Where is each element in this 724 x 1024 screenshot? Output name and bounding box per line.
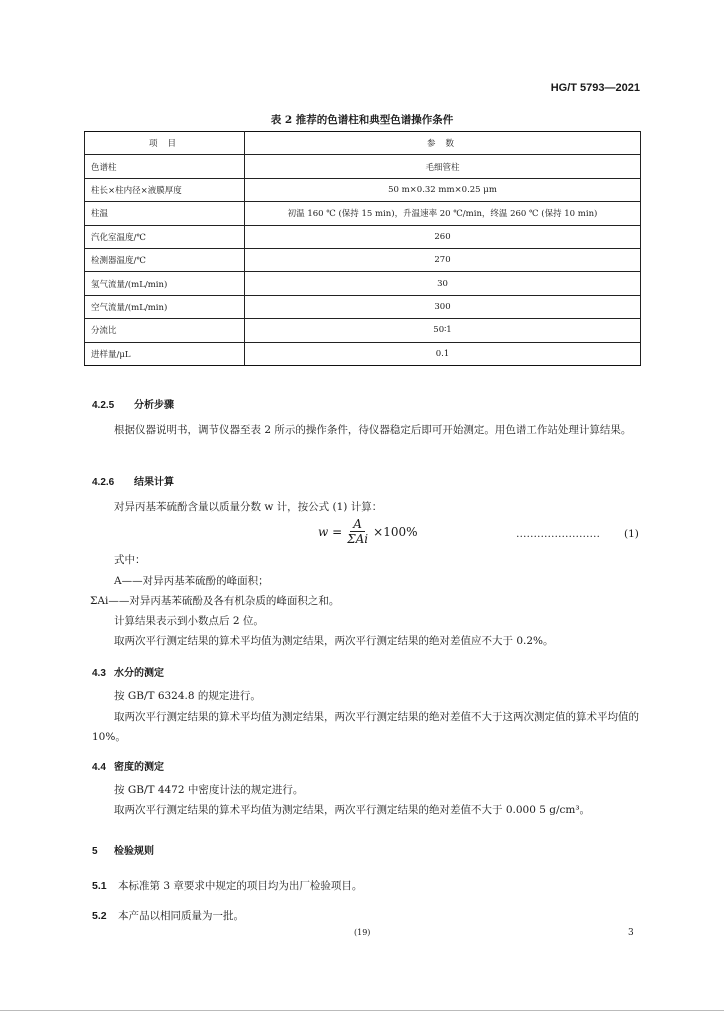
table-row xyxy=(85,248,641,271)
formula-fraction xyxy=(344,517,371,546)
row-value: 260 xyxy=(245,225,641,248)
formula-denominator: ΣAi xyxy=(347,532,369,546)
paragraph: 取两次平行测定结果的算术平均值为测定结果，两次平行测定结果的绝对差值不大于这两次测定值的算术平均值的 10%。 xyxy=(92,711,639,743)
section-title: 水分的测定 xyxy=(114,668,164,679)
formula-lhs: w = xyxy=(318,524,343,539)
table-row xyxy=(85,202,641,225)
table-row xyxy=(85,225,641,248)
section-title: 分析步骤 xyxy=(134,400,174,411)
section-heading xyxy=(92,664,164,679)
variable-definition: ΣAi——对异丙基苯硫酚及各有机杂质的峰面积之和。 xyxy=(90,595,340,607)
row-value: 50 m×0.32 mm×0.25 μm xyxy=(245,178,641,201)
text-line: 按 GB/T 6324.8 的规定进行。 xyxy=(114,690,261,702)
row-value: 30 xyxy=(245,272,641,295)
row-label: 氢气流量/(mL/min) xyxy=(85,272,245,295)
row-label: 空气流量/(mL/min) xyxy=(85,295,245,318)
section-number: 4.2.5 xyxy=(92,400,115,411)
table-row xyxy=(85,155,641,178)
text-line: 取两次平行测定结果的算术平均值为测定结果，两次平行测定结果的绝对差值应不大于 0.2%。 xyxy=(114,635,554,647)
section-number: 5 xyxy=(92,846,98,857)
paragraph: 对异丙基苯硫酚含量以质量分数 w 计，按公式 (1) 计算： xyxy=(114,501,383,513)
clause xyxy=(92,878,362,893)
table-row xyxy=(85,272,641,295)
table-title: 表 2 推荐的色谱柱和典型色谱操作条件 xyxy=(270,114,454,126)
row-label: 柱温 xyxy=(85,202,245,225)
clause-text: 本标准第 3 章要求中规定的项目均为出厂检验项目。 xyxy=(118,880,363,892)
table-row xyxy=(85,295,641,318)
row-label: 进样量/μL xyxy=(85,342,245,365)
row-label: 检测器温度/℃ xyxy=(85,248,245,271)
header-item: 项目 xyxy=(85,132,245,155)
page-number: 3 xyxy=(628,928,634,938)
row-label: 分流比 xyxy=(85,319,245,342)
formula-leader-dots: …………………… xyxy=(516,528,600,540)
equation-number: (1) xyxy=(624,528,639,540)
section-heading xyxy=(92,473,174,488)
section-title: 结果计算 xyxy=(134,477,174,488)
where-label: 式中： xyxy=(114,554,146,566)
chapter-heading xyxy=(92,842,154,857)
table-header-row xyxy=(85,132,641,155)
row-value: 300 xyxy=(245,295,641,318)
row-value: 初温 160 ℃ (保持 15 min)，升温速率 20 ℃/min，终温 260 ℃ (保持 10 min) xyxy=(245,202,641,225)
text-line: 取两次平行测定结果的算术平均值为测定结果，两次平行测定结果的绝对差值不大于 0.000 5 g/cm³。 xyxy=(114,804,591,816)
table-row xyxy=(85,342,641,365)
formula-numerator: A xyxy=(350,517,365,532)
clause-text: 本产品以相同质量为一批。 xyxy=(118,910,244,922)
footer-serial: (19) xyxy=(354,928,371,937)
standard-code: HG/T 5793—2021 xyxy=(550,82,640,94)
clause-number: 5.1 xyxy=(92,880,107,892)
section-heading xyxy=(92,758,164,773)
table-row xyxy=(85,178,641,201)
table-row xyxy=(85,319,641,342)
section-number: 4.2.6 xyxy=(92,477,115,488)
row-value: 270 xyxy=(245,248,641,271)
section-heading xyxy=(92,396,174,411)
text-line: 按 GB/T 4472 中密度计法的规定进行。 xyxy=(114,784,304,796)
row-label: 色谱柱 xyxy=(85,155,245,178)
paragraph: 根据仪器说明书，调节仪器至表 2 所示的操作条件，待仪器稳定后即可开始测定。用色谱工作站处理计算结果。 xyxy=(114,424,632,436)
section-number: 4.4 xyxy=(92,762,106,773)
section-number: 4.3 xyxy=(92,668,106,679)
clause xyxy=(92,908,244,923)
row-value: 0.1 xyxy=(245,342,641,365)
formula xyxy=(318,517,418,546)
variable-definition: A——对异丙基苯硫酚的峰面积； xyxy=(114,575,269,587)
header-param: 参数 xyxy=(245,132,641,155)
conditions-table xyxy=(84,131,641,366)
row-label: 汽化室温度/℃ xyxy=(85,225,245,248)
section-title: 密度的测定 xyxy=(114,762,164,773)
formula-tail: ×100% xyxy=(373,524,418,539)
section-title: 检验规则 xyxy=(114,846,154,857)
row-label: 柱长×柱内径×液膜厚度 xyxy=(85,178,245,201)
clause-number: 5.2 xyxy=(92,910,107,922)
row-value: 50∶1 xyxy=(245,319,641,342)
text-line: 计算结果表示到小数点后 2 位。 xyxy=(114,615,264,627)
row-value: 毛细管柱 xyxy=(245,155,641,178)
bottom-rule xyxy=(0,1010,724,1011)
